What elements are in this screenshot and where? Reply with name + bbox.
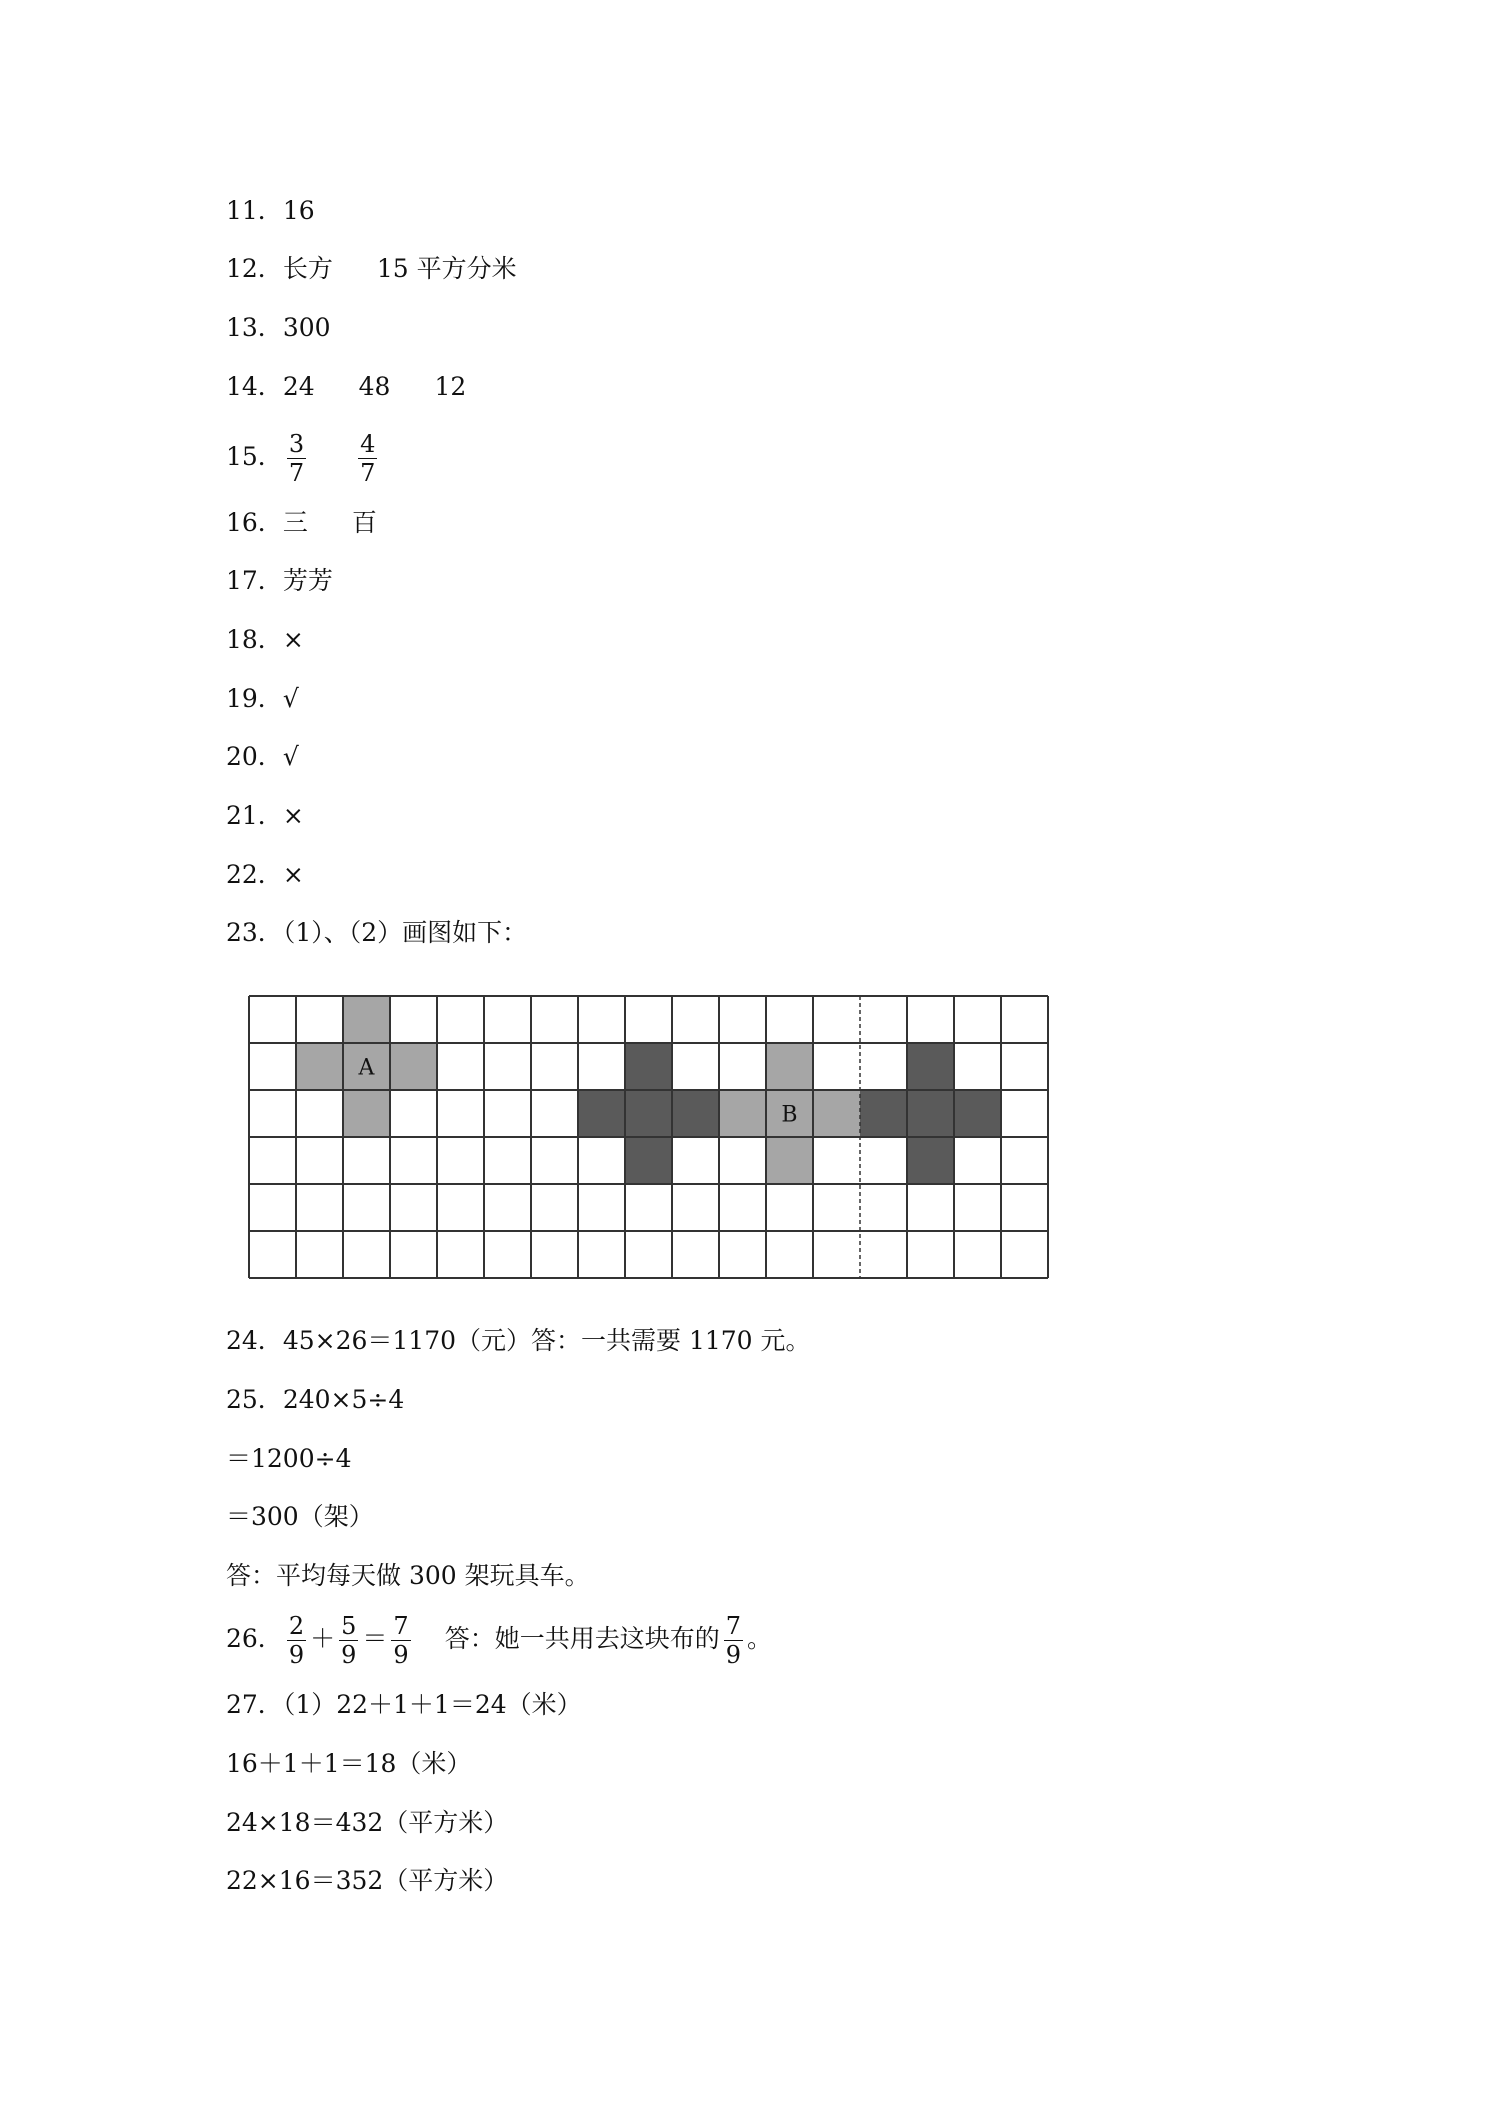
dark-cell	[907, 1090, 954, 1137]
answer-11: 11．16	[226, 196, 315, 225]
light-cell	[343, 996, 390, 1043]
fraction: $\frac{5}{9}$	[341, 1612, 357, 1669]
light-cell	[766, 1137, 813, 1184]
answer-13: 13．300	[226, 313, 331, 342]
answer-19: 19．√	[226, 684, 299, 713]
light-cell	[390, 1043, 437, 1090]
light-cell	[296, 1043, 343, 1090]
answer-27-line-3: 24×18＝432（平方米）	[226, 1808, 509, 1837]
fraction: $\frac{7}{9}$	[393, 1612, 409, 1669]
answer-25-line-4: 答：平均每天做 300 架玩具车。	[226, 1561, 590, 1590]
grid-figure	[247, 994, 1051, 1282]
answer-12: 12．长方 15 平方分米	[226, 254, 517, 283]
dark-cell	[860, 1090, 907, 1137]
answer-27-line-2: 16＋1＋1＝18（米）	[226, 1749, 472, 1778]
answer-15: 15． $\frac{3}{7}$ $\frac{4}{7}$	[226, 430, 376, 487]
light-cell	[766, 1043, 813, 1090]
dark-cell	[907, 1043, 954, 1090]
answer-23: 23．（1）、（2）画图如下：	[226, 918, 528, 947]
answer-25-line-3: ＝300（架）	[226, 1502, 374, 1531]
answer-17: 17．芳芳	[226, 566, 333, 595]
answer-27-line-4: 22×16＝352（平方米）	[226, 1866, 509, 1895]
answer-25-line-2: ＝1200÷4	[226, 1444, 352, 1473]
answer-27-line-1: 27．（1）22＋1＋1＝24（米）	[226, 1690, 582, 1719]
answer-26: 26． $\frac{2}{9}$ ＋ $\frac{5}{9}$ ＝ $\frac{7}{9}$ 答：她一共用去这块布的 $\frac{7}{9}$ 。	[226, 1612, 772, 1669]
light-cell	[813, 1090, 860, 1137]
answer-24: 24．45×26＝1170（元）答：一共需要 1170 元。	[226, 1326, 811, 1355]
shape-label-b: B	[781, 1102, 798, 1128]
dark-cell	[954, 1090, 1001, 1137]
answer-14: 14．24 48 12	[226, 372, 467, 401]
answer-20: 20．√	[226, 742, 299, 771]
dark-cell	[625, 1090, 672, 1137]
light-cell	[343, 1090, 390, 1137]
fraction: $\frac{2}{9}$	[288, 1612, 305, 1669]
dark-cell	[625, 1043, 672, 1090]
dark-cell	[672, 1090, 719, 1137]
shape-label-a: A	[358, 1055, 375, 1081]
answer-22: 22．×	[226, 860, 304, 889]
answer-18: 18．×	[226, 625, 304, 654]
answer-16: 16．三 百	[226, 508, 377, 537]
fraction: $\frac{3}{7}$	[288, 430, 305, 487]
fraction: $\frac{7}{9}$	[725, 1612, 741, 1669]
light-cell	[719, 1090, 766, 1137]
answer-25-line-1: 25．240×5÷4	[226, 1385, 405, 1414]
dark-cell	[578, 1090, 625, 1137]
dark-cell	[907, 1137, 954, 1184]
answer-21: 21．×	[226, 801, 304, 830]
fraction: $\frac{4}{7}$	[360, 430, 376, 487]
dark-cell	[625, 1137, 672, 1184]
